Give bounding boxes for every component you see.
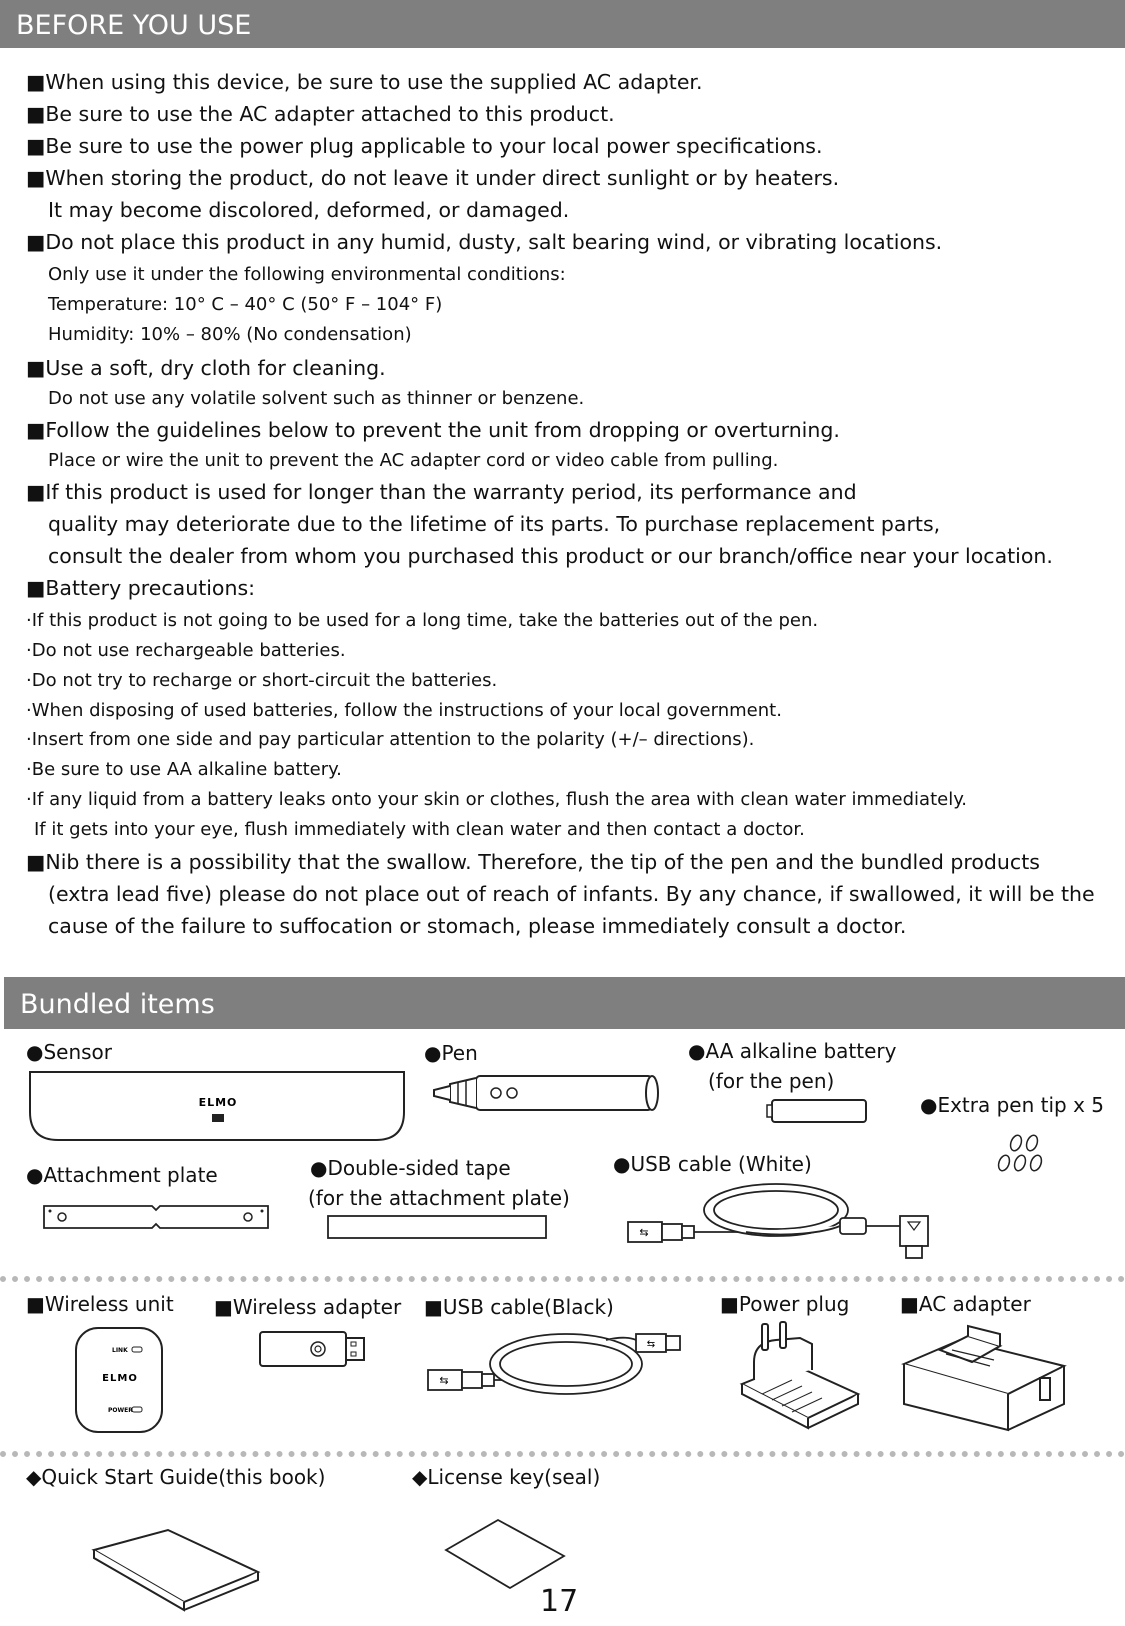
text-line: ·If any liquid from a battery leaks onto your skin or clothes, flush the area with clean water immediately.	[26, 789, 968, 810]
label-attachment-plate: ●Attachment plate	[26, 1163, 218, 1187]
label-usb-black: ■USB cable(Black)	[424, 1295, 614, 1319]
power-plug-illustration	[732, 1322, 862, 1432]
page-number: 17	[540, 1584, 579, 1619]
text-line: ·When disposing of used batteries, follow the instructions of your local government.	[26, 700, 782, 721]
text-line: Only use it under the following environmental conditions:	[48, 264, 566, 285]
text-line: Humidity: 10% – 80% (No condensation)	[48, 324, 412, 345]
label-sensor: ●Sensor	[26, 1040, 113, 1064]
text-line: ■Follow the guidelines below to prevent the unit from dropping or overturning.	[26, 418, 840, 442]
usb-cable-black-illustration	[426, 1328, 686, 1408]
text-line: ■Be sure to use the AC adapter attached to this product.	[26, 102, 615, 126]
text-line: consult the dealer from whom you purchased this product or our branch/office near your location.	[48, 544, 1053, 568]
label-wireless-unit: ■Wireless unit	[26, 1292, 174, 1316]
quick-start-guide-illustration	[92, 1528, 262, 1612]
sensor-illustration	[28, 1068, 408, 1148]
text-line: ·Do not use rechargeable batteries.	[26, 640, 346, 661]
text-line: quality may deteriorate due to the lifetime of its parts. To purchase replacement parts,	[48, 512, 941, 536]
text-line: ■Use a soft, dry cloth for cleaning.	[26, 356, 386, 380]
label-battery-sub: (for the pen)	[708, 1069, 835, 1093]
text-line: ·Do not try to recharge or short-circuit the batteries.	[26, 670, 498, 691]
power-label: POWER	[108, 1407, 133, 1414]
section-heading-bundled-items: Bundled items	[4, 977, 1125, 1029]
ac-adapter-illustration	[900, 1320, 1070, 1430]
text-line: ·If this product is not going to be used for a long time, take the batteries out of the pen.	[26, 610, 819, 631]
section-heading-before-you-use: BEFORE YOU USE	[0, 0, 1125, 48]
text-line: It may become discolored, deformed, or damaged.	[48, 198, 570, 222]
link-label: LINK	[112, 1347, 128, 1354]
label-license-key: ◆License key(seal)	[412, 1465, 601, 1489]
dotted-divider	[0, 1451, 1125, 1457]
usb-cable-white-illustration	[626, 1180, 936, 1260]
text-line: ■Battery precautions:	[26, 576, 256, 600]
text-line: Do not use any volatile solvent such as thinner or benzene.	[48, 388, 585, 409]
wireless-adapter-illustration	[258, 1328, 368, 1372]
text-line: ■Be sure to use the power plug applicable to your local power specifications.	[26, 134, 823, 158]
text-line: ·Be sure to use AA alkaline battery.	[26, 759, 342, 780]
label-ac-adapter: ■AC adapter	[900, 1292, 1031, 1316]
pen-illustration	[428, 1070, 668, 1116]
usb-symbol-icon: ⇆	[439, 1374, 449, 1387]
text-line: If it gets into your eye, flush immediately with clean water and then contact a doctor.	[34, 819, 805, 840]
text-line: ■If this product is used for longer than the warranty period, its performance and	[26, 480, 857, 504]
dotted-divider	[0, 1276, 1125, 1282]
text-line: ■When storing the product, do not leave it under direct sunlight or by heaters.	[26, 166, 840, 190]
battery-illustration	[766, 1096, 870, 1126]
label-usb-white: ●USB cable (White)	[613, 1152, 812, 1176]
text-line: ·Insert from one side and pay particular attention to the polarity (+/– directions).	[26, 729, 755, 750]
text-line: Temperature: 10° C – 40° C (50° F – 104° F)	[48, 294, 443, 315]
label-extra-pen-tip: ●Extra pen tip x 5	[920, 1093, 1105, 1117]
attachment-plate-illustration	[42, 1202, 272, 1232]
usb-symbol-icon: ⇆	[646, 1339, 656, 1350]
label-pen: ●Pen	[424, 1041, 478, 1065]
text-line: Place or wire the unit to prevent the AC adapter cord or video cable from pulling.	[48, 450, 779, 471]
text-line: (extra lead five) please do not place out of reach of infants. By any chance, if swallowed, it will be the	[48, 882, 1095, 906]
label-quick-start-guide: ◆Quick Start Guide(this book)	[26, 1465, 326, 1489]
label-wireless-adapter: ■Wireless adapter	[214, 1295, 402, 1319]
label-power-plug: ■Power plug	[720, 1292, 850, 1316]
text-line: ■Do not place this product in any humid, dusty, salt bearing wind, or vibrating locations.	[26, 230, 943, 254]
usb-symbol-icon: ⇆	[639, 1226, 649, 1239]
text-line: ■Nib there is a possibility that the swallow. Therefore, the tip of the pen and the bundled products	[26, 850, 1040, 874]
wireless-unit-brand-logo: ELMO	[102, 1373, 138, 1384]
text-line: ■When using this device, be sure to use the supplied AC adapter.	[26, 70, 703, 94]
sensor-brand-logo: ELMO	[198, 1096, 238, 1109]
label-tape-sub: (for the attachment plate)	[308, 1186, 570, 1210]
wireless-unit-illustration	[72, 1324, 168, 1434]
label-double-sided-tape: ●Double-sided tape	[310, 1156, 511, 1180]
pen-tips-illustration	[994, 1133, 1050, 1173]
double-sided-tape-illustration	[326, 1212, 550, 1242]
text-line: cause of the failure to suffocation or stomach, please immediately consult a doctor.	[48, 914, 907, 938]
license-key-seal-illustration	[444, 1518, 568, 1592]
label-battery: ●AA alkaline battery	[688, 1039, 897, 1063]
